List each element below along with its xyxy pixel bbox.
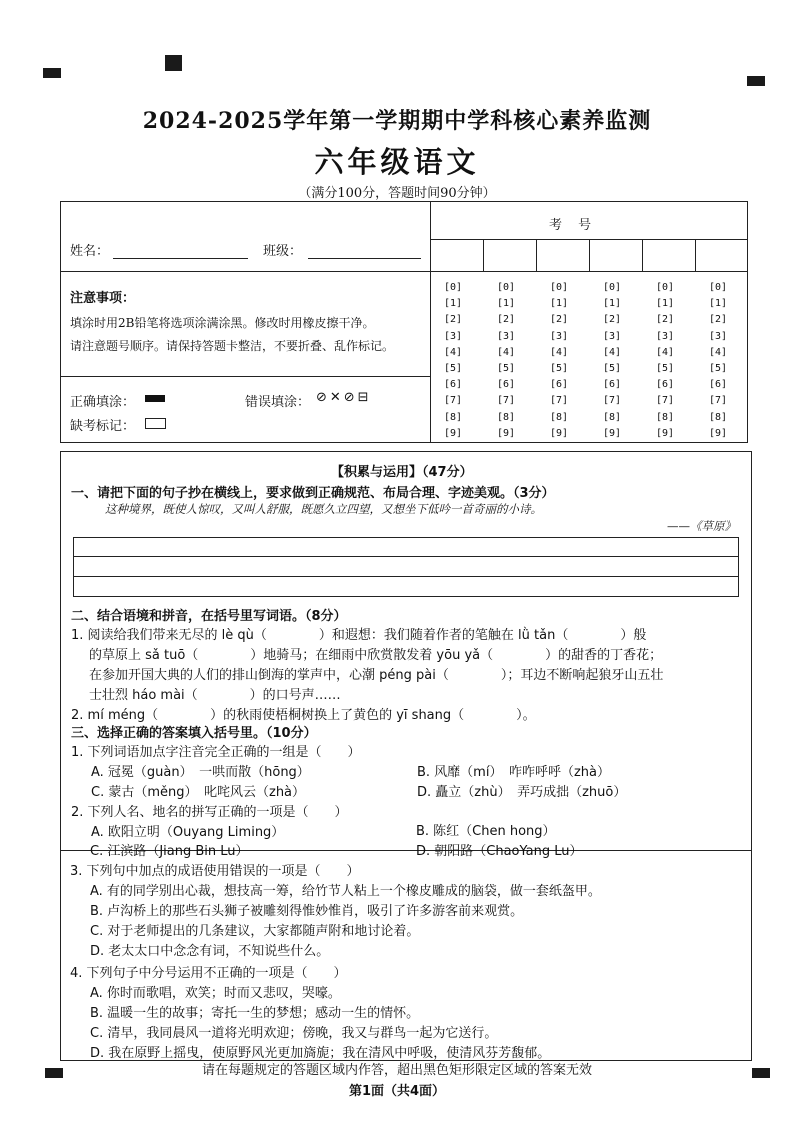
question-2-line: 的草原上 sǎ tuō（ ）地骑马；在细雨中欣赏散发着 yōu yǎ（ ）的甜香的丁香花； [89, 648, 663, 663]
question-1-head: 一、请把下面的句子抄在横线上，要求做到正确规范、布局合理、字迹美观。（3分） [71, 486, 555, 501]
exam-number-column-3 [550, 280, 568, 442]
digit-bubble[interactable]: [2] [603, 314, 622, 326]
correct-fill-sample [145, 395, 165, 402]
digit-bubble[interactable]: [6] [656, 379, 675, 391]
digit-bubble[interactable]: [3] [444, 330, 463, 342]
digit-bubble[interactable]: [3] [497, 330, 516, 342]
digit-bubble[interactable]: [0] [550, 282, 569, 293]
digit-bubble[interactable]: [5] [709, 363, 728, 375]
option-a: A. 冠冕（guàn） 一哄而散（hōng） [91, 765, 310, 780]
digit-bubble[interactable]: [7] [656, 395, 675, 407]
digit-bubble[interactable]: [5] [656, 363, 675, 375]
registration-mark [43, 68, 61, 78]
digit-bubble[interactable]: [2] [497, 314, 516, 326]
exam-number-column-1 [444, 280, 462, 442]
digit-bubble[interactable]: [8] [656, 411, 675, 423]
exam-number-column-6 [709, 280, 727, 442]
footer-notice: 请在每题规定的答题区域内作答，超出黑色矩形限定区域的答案无效 [201, 1063, 592, 1078]
digit-bubble[interactable]: [2] [444, 314, 463, 326]
digit-bubble[interactable]: [6] [444, 379, 463, 391]
digit-bubble[interactable]: [7] [709, 395, 728, 407]
digit-bubble[interactable]: [3] [550, 330, 569, 342]
digit-bubble[interactable]: [5] [444, 363, 463, 375]
question-3-1: 1. 下列词语加点字注音完全正确的一组是（ ） [71, 745, 361, 760]
digit-bubble[interactable]: [4] [444, 346, 463, 358]
digit-bubble[interactable]: [5] [497, 363, 516, 375]
digit-bubble[interactable]: [2] [656, 314, 675, 326]
option-c: C. 蒙古（měng） 叱咤风云（zhà） [91, 785, 306, 800]
section-title: 【积累与运用】（47分） [331, 465, 473, 480]
name-label: 姓名： [70, 244, 110, 259]
question-3-4: 4. 下列句子中分号运用不正确的一项是（ ） [70, 966, 347, 981]
exam-number-column-4 [603, 280, 621, 442]
digit-bubble[interactable]: [4] [550, 346, 569, 358]
absent-label: 缺考标记： [70, 419, 136, 434]
digit-bubble[interactable]: [1] [656, 298, 675, 310]
question-3-head: 三、选择正确的答案填入括号里。（10分） [71, 726, 317, 741]
wrong-fill-samples: ⊘✕⊘⊟ [316, 390, 372, 405]
digit-bubble[interactable]: [1] [603, 298, 622, 310]
registration-mark [165, 55, 182, 71]
option-d: D. 矗立（zhù） 弄巧成拙（zhuō） [417, 785, 627, 800]
digit-bubble[interactable]: [8] [603, 411, 622, 423]
option-b: B. 卢沟桥上的那些石头狮子被雕刻得惟妙惟肖，吸引了许多游客前来观赏。 [90, 904, 524, 919]
digit-bubble[interactable]: [0] [603, 282, 622, 293]
digit-bubble[interactable]: [4] [497, 346, 516, 358]
notice-line: 填涂时用2B铅笔将选项涂满涂黑。修改时用橡皮擦干净。 [70, 316, 375, 330]
option-b: B. 风靡（mí） 咋咋呼呼（zhà） [417, 765, 610, 780]
registration-mark [747, 76, 765, 86]
option-b: B. 陈红（Chen hong） [416, 824, 556, 839]
question-2-line: 1. 阅读给我们带来无尽的 lè qù（ ）和遐想：我们随着作者的笔触在 lǜ tǎn（ ）般 [71, 628, 647, 643]
option-d: D. 朝阳路（ChaoYang Lu） [416, 844, 583, 859]
accumulation-section [60, 451, 752, 851]
digit-bubble[interactable]: [6] [497, 379, 516, 391]
option-d: D. 我在原野上摇曳，使原野风光更加旖旎；我在清风中呼吸，使清风芬芳馥郁。 [90, 1046, 551, 1061]
digit-bubble[interactable]: [8] [497, 411, 516, 423]
digit-bubble[interactable]: [0] [444, 282, 463, 293]
notice-title: 注意事项： [70, 291, 136, 306]
digit-bubble[interactable]: [6] [709, 379, 728, 391]
digit-bubble[interactable]: [2] [550, 314, 569, 326]
digit-bubble[interactable]: [4] [603, 346, 622, 358]
copy-source: ——《草原》 [667, 519, 736, 533]
digit-bubble[interactable]: [7] [497, 395, 516, 407]
digit-bubble[interactable]: [7] [603, 395, 622, 407]
page-number: 第1面（共4面） [348, 1084, 446, 1099]
writing-line-2[interactable] [73, 557, 739, 577]
digit-bubble[interactable]: [1] [550, 298, 569, 310]
digit-bubble[interactable]: [1] [444, 298, 463, 310]
exam-number-column-2 [497, 280, 515, 442]
option-a: A. 欧阳立明（Ouyang Liming） [91, 825, 285, 840]
digit-bubble[interactable]: [4] [709, 346, 728, 358]
exam-title: 2024-2025学年第一学期期中学科核心素养监测 [142, 108, 652, 134]
wrong-fill-label: 错误填涂： [245, 395, 311, 410]
digit-bubble[interactable]: [9] [550, 427, 569, 439]
digit-bubble[interactable]: [7] [444, 395, 463, 407]
digit-bubble[interactable]: [9] [709, 427, 728, 439]
question-2-line: 在参加开国大典的人们的排山倒海的掌声中，心潮 péng pài（ ）；耳边不断响起狼牙山五壮 [89, 668, 664, 683]
digit-bubble[interactable]: [0] [709, 282, 728, 293]
class-field[interactable] [308, 258, 421, 259]
answer-area-border [60, 851, 752, 1061]
exam-note: （满分100分，答题时间90分钟） [298, 186, 496, 201]
digit-bubble[interactable]: [9] [656, 427, 675, 439]
digit-bubble[interactable]: [0] [497, 282, 516, 293]
digit-bubble[interactable]: [1] [497, 298, 516, 310]
question-2-line: 士壮烈 háo mài（ ）的口号声…… [89, 688, 341, 703]
correct-fill-label: 正确填涂： [70, 395, 136, 410]
digit-bubble[interactable]: [3] [656, 330, 675, 342]
digit-bubble[interactable]: [6] [550, 379, 569, 391]
digit-bubble[interactable]: [6] [603, 379, 622, 391]
digit-bubble[interactable]: [2] [709, 314, 728, 326]
question-3-3: 3. 下列句中加点的成语使用错误的一项是（ ） [70, 864, 360, 879]
digit-bubble[interactable]: [5] [603, 363, 622, 375]
exam-number-label: 考 号 [549, 218, 598, 233]
digit-bubble[interactable]: [7] [550, 395, 569, 407]
question-2-head: 二、结合语境和拼音，在括号里写词语。（8分） [71, 609, 347, 624]
question-3-2: 2. 下列人名、地名的拼写正确的一项是（ ） [71, 805, 348, 820]
name-field[interactable] [113, 258, 248, 259]
question-2-line: 2. mí méng（ ）的秋雨使梧桐树换上了黄色的 yī shang（ ）。 [71, 708, 536, 723]
digit-bubble[interactable]: [8] [444, 411, 463, 423]
digit-bubble[interactable]: [4] [656, 346, 675, 358]
digit-bubble[interactable]: [8] [550, 411, 569, 423]
digit-bubble[interactable]: [0] [656, 282, 675, 293]
subject-title: 六年级语文 [314, 145, 480, 179]
option-a: A. 你时而歌唱，欢笑；时而又悲叹，哭嚎。 [90, 986, 341, 1001]
digit-bubble[interactable]: [9] [603, 427, 622, 439]
option-b: B. 温暖一生的故事；寄托一生的梦想；感动一生的情怀。 [90, 1006, 420, 1021]
digit-bubble[interactable]: [3] [709, 330, 728, 342]
digit-bubble[interactable]: [3] [603, 330, 622, 342]
option-a: A. 有的同学别出心裁，想技高一筹，给竹节人粘上一个橡皮雕成的脑袋，做一套纸盔甲。 [90, 884, 601, 899]
digit-bubble[interactable]: [9] [497, 427, 516, 439]
notice-line: 请注意题号顺序。请保持答题卡整洁，不要折叠、乱作标记。 [70, 339, 395, 353]
digit-bubble[interactable]: [8] [709, 411, 728, 423]
exam-number-column-5 [656, 280, 674, 442]
option-d: D. 老太太口中念念有词，不知说些什么。 [90, 944, 330, 959]
option-c: C. 江滨路（Jiang Bin Lu） [90, 844, 249, 859]
digit-bubble[interactable]: [5] [550, 363, 569, 375]
absent-checkbox[interactable] [145, 418, 166, 429]
digit-bubble[interactable]: [9] [444, 427, 463, 439]
writing-line-1[interactable] [73, 537, 739, 557]
class-label: 班级： [263, 244, 303, 259]
option-c: C. 对于老师提出的几条建议，大家都随声附和地讨论着。 [90, 924, 420, 939]
writing-line-3[interactable] [73, 577, 739, 597]
option-c: C. 清早，我同晨风一道将光明欢迎；傍晚，我又与群鸟一起为它送行。 [90, 1026, 498, 1041]
copy-sentence: 这种境界，既使人惊叹，又叫人舒服，既愿久立四望，又想坐下低吟一首奇丽的小诗。 [105, 502, 542, 516]
answer-card [60, 201, 748, 443]
digit-bubble[interactable]: [1] [709, 298, 728, 310]
